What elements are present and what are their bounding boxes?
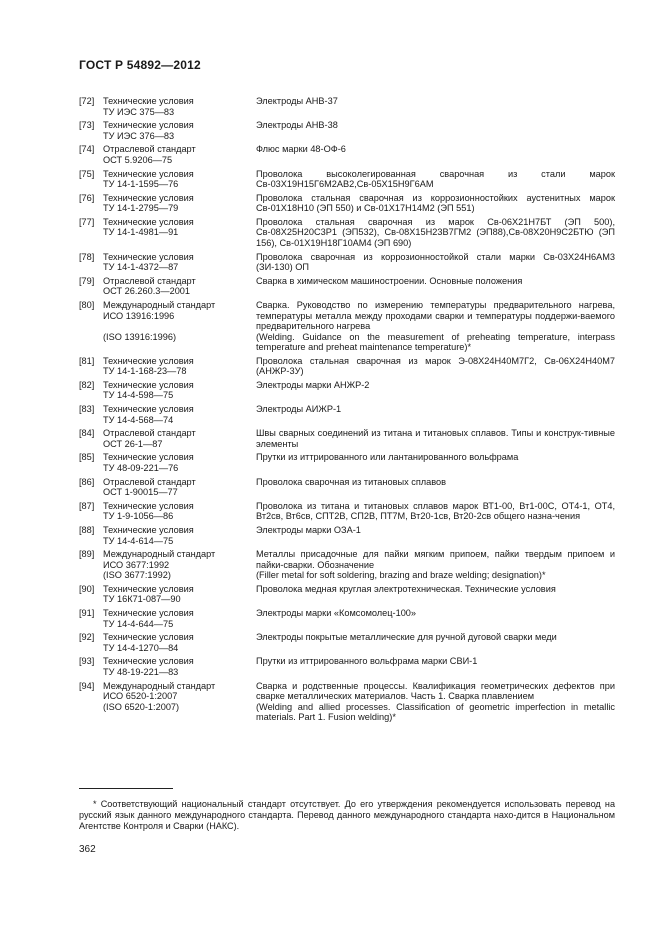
footnote: * Соответствующий национальный стандарт отсутствует. До его утверждения рекомендуется использовать перевод на русский язык данного международного стандарта. Перевод данного международного стандарта нахо-дится в Национальном Агентстве Контроля и Сварки (НАКС). <box>79 799 615 831</box>
reference-document <box>103 632 256 653</box>
reference-entry <box>79 477 615 498</box>
reference-document <box>103 549 256 581</box>
reference-document-line: Технические условия <box>103 168 194 179</box>
reference-title-line: (Filler metal for soft soldering, brazing and braze welding; designation)* <box>256 570 546 581</box>
reference-document-line: Технические условия <box>103 251 194 262</box>
reference-document-line: Технические условия <box>103 216 194 227</box>
reference-document-line: ИСО 13916:1996 <box>103 310 175 321</box>
reference-title <box>256 300 615 353</box>
reference-document-line: ИСО 6520-1:2007 <box>103 691 178 702</box>
reference-entry <box>79 356 615 377</box>
reference-document <box>103 656 256 677</box>
reference-number: [85] <box>79 452 95 463</box>
reference-document <box>103 501 256 522</box>
reference-document-line: ТУ ИЭС 376—83 <box>103 130 175 141</box>
reference-title <box>256 380 615 401</box>
reference-number: [80] <box>79 300 95 310</box>
reference-title-line: Проволока стальная сварочная из марок Э-08Х24Н40М7Г2, Св-06Х24Н40М7 (АНЖР-3У) <box>256 355 615 377</box>
reference-document <box>103 252 256 273</box>
reference-title <box>256 681 615 723</box>
reference-document <box>103 428 256 449</box>
reference-document-line: ТУ 14-1-168-23—78 <box>103 366 187 377</box>
reference-number: [81] <box>79 355 95 366</box>
reference-document-line: Отраслевой стандарт <box>103 428 196 439</box>
reference-document-line: ТУ 48-09-221—76 <box>103 462 179 473</box>
reference-document <box>103 584 256 605</box>
reference-title <box>256 632 615 653</box>
reference-document-line: ТУ 14-4-568—74 <box>103 414 174 425</box>
reference-title <box>256 276 615 297</box>
reference-entry <box>79 608 615 629</box>
reference-document <box>103 144 256 165</box>
reference-title <box>256 608 615 629</box>
reference-title <box>256 217 615 249</box>
page-header: ГОСТ Р 54892—2012 <box>79 58 201 72</box>
reference-entry <box>79 428 615 449</box>
reference-document-line: Отраслевой стандарт <box>103 144 196 155</box>
reference-title <box>256 452 615 473</box>
reference-document-line: ТУ 14-1-2795—79 <box>103 203 179 214</box>
reference-title-line: Проволока высоколегированная сварочная из стали марок Св-03Х19Н15Г6М2АВ2,Св-05Х15Н9Г6АМ <box>256 168 615 190</box>
page-number: 362 <box>79 844 96 855</box>
reference-entry <box>79 252 615 273</box>
reference-entry <box>79 452 615 473</box>
reference-document-line: Технические условия <box>103 583 194 594</box>
reference-document-line: ТУ 14-4-598—75 <box>103 390 174 401</box>
reference-title-line: Сварка и родственные процессы. Квалификация геометрических дефектов при сварке металлических материалов. Часть 1. Сварка плавлением <box>256 680 615 702</box>
reference-document-line: Международный стандарт <box>103 300 216 310</box>
reference-entry <box>79 96 615 117</box>
reference-entry <box>79 144 615 165</box>
reference-title-line: Проволока медная круглая электротехническая. Технические условия <box>256 583 556 594</box>
reference-title-line: Электроды марки ОЗА-1 <box>256 525 361 535</box>
reference-document-line: ОСТ 1-90015—77 <box>103 487 178 498</box>
reference-number: [94] <box>79 680 95 691</box>
reference-title-line: Электроды АНВ-37 <box>256 96 338 106</box>
reference-entry <box>79 656 615 677</box>
reference-title <box>256 120 615 141</box>
reference-entry <box>79 632 615 653</box>
reference-document-line: Технические условия <box>103 656 194 667</box>
reference-entry <box>79 681 615 723</box>
reference-number: [76] <box>79 192 95 203</box>
reference-number: [88] <box>79 525 95 535</box>
reference-title-line: Электроды АИЖР-1 <box>256 404 342 415</box>
reference-entry <box>79 501 615 522</box>
reference-document <box>103 96 256 117</box>
reference-document-line: ИСО 3677:1992 <box>103 559 170 570</box>
reference-document <box>103 276 256 297</box>
reference-number: [86] <box>79 476 95 487</box>
reference-document <box>103 193 256 214</box>
reference-number: [91] <box>79 608 95 619</box>
reference-document-line: (ISO 3677:1992) <box>103 570 171 581</box>
reference-title-line: Электроды марки АНЖР-2 <box>256 379 370 390</box>
reference-number: [84] <box>79 428 95 439</box>
reference-title-line: Металлы присадочные для пайки мягким припоем, пайки твердым припоем и пайки-сварки. Обозначение <box>256 549 615 570</box>
reference-entry <box>79 217 615 249</box>
reference-document-line: ОСТ 5.9206—75 <box>103 154 173 165</box>
reference-document-line: Технические условия <box>103 379 194 390</box>
reference-list <box>79 96 615 726</box>
reference-number: [74] <box>79 144 95 155</box>
reference-title-line: Проволока стальная сварочная из марок Св-06Х21Н7БТ (ЭП 500), Св-08Х25Н20С3Р1 (ЭП532), Св-08Х15Н23В7ГМ2 (ЭП88),Св-08Х20Н9С2БТЮ (ЭП 156), Св-01Х19Н18Г10АМ4 (ЭП 690) <box>256 216 615 248</box>
reference-entry <box>79 276 615 297</box>
reference-document-line: Технические условия <box>103 404 194 415</box>
reference-title-line: Прутки из иттрированного или лантанированного вольфрама <box>256 452 519 463</box>
reference-entry <box>79 300 615 353</box>
reference-title <box>256 144 615 165</box>
reference-entry <box>79 584 615 605</box>
reference-document-line: ТУ 14-4-1270—84 <box>103 642 179 653</box>
reference-document-line: ТУ 14-4-644—75 <box>103 618 174 629</box>
reference-document <box>103 169 256 190</box>
reference-entry <box>79 525 615 546</box>
reference-document-line: Технические условия <box>103 355 194 366</box>
reference-document <box>103 300 256 353</box>
reference-entry <box>79 549 615 581</box>
reference-title-line: Электроды АНВ-38 <box>256 120 338 131</box>
reference-number: [87] <box>79 500 95 511</box>
reference-document-line: ТУ 16К71-087—90 <box>103 594 181 605</box>
reference-title <box>256 584 615 605</box>
reference-document-line: Международный стандарт <box>103 680 216 691</box>
reference-title-line: (Welding. Guidance on the measurement of preheating temperature, interpass temperature and preheat maintenance temperature)* <box>256 331 615 352</box>
reference-number: [78] <box>79 251 95 262</box>
reference-document-line: ТУ 48-19-221—83 <box>103 666 179 677</box>
reference-document-line: ТУ ИЭС 375—83 <box>103 106 175 117</box>
reference-title <box>256 96 615 117</box>
reference-title-line: Сварка в химическом машиностроении. Основные положения <box>256 275 523 286</box>
reference-document-line: Технические условия <box>103 632 194 643</box>
reference-document <box>103 380 256 401</box>
reference-title-line: Флюс марки 48-ОФ-6 <box>256 144 346 155</box>
reference-number: [89] <box>79 549 95 560</box>
reference-document-line: Технические условия <box>103 525 194 535</box>
reference-entry <box>79 169 615 190</box>
reference-number: [75] <box>79 168 95 179</box>
reference-number: [72] <box>79 96 95 106</box>
reference-document <box>103 681 256 723</box>
reference-document-line: Международный стандарт <box>103 549 216 560</box>
reference-document-line: Отраслевой стандарт <box>103 476 196 487</box>
reference-document-line: Технические условия <box>103 96 194 106</box>
reference-title-line: Проволока из титана и титановых сплавов марок ВТ1-00, Вт1-00С, ОТ4-1, ОТ4, Вт2св, Вт6св, СПТ2В, СП2В, ПТ7М, Вт20-1св, Вт20-2св общего назна-чения <box>256 500 615 522</box>
reference-number: [79] <box>79 275 95 286</box>
reference-document-line: Отраслевой стандарт <box>103 275 196 286</box>
reference-document-line: ТУ 14-1-1595—76 <box>103 179 179 190</box>
reference-title-line: Электроды марки «Комсомолец-100» <box>256 608 417 619</box>
reference-document-line: Технические условия <box>103 608 194 619</box>
reference-title <box>256 428 615 449</box>
reference-title <box>256 525 615 546</box>
reference-document <box>103 452 256 473</box>
reference-document-line: Технические условия <box>103 452 194 463</box>
reference-title-line: (Welding and allied processes. Classification of geometric imperfection in metallic materials. Part 1. Fusion welding)* <box>256 701 615 723</box>
reference-document <box>103 356 256 377</box>
reference-document-line: ТУ 14-1-4981—91 <box>103 227 179 238</box>
reference-document <box>103 477 256 498</box>
reference-document <box>103 404 256 425</box>
reference-title <box>256 404 615 425</box>
reference-entry <box>79 120 615 141</box>
footnote-divider <box>79 788 173 789</box>
reference-document <box>103 525 256 546</box>
reference-title <box>256 501 615 522</box>
reference-document-line: Технические условия <box>103 120 194 131</box>
reference-number: [83] <box>79 404 95 415</box>
reference-title <box>256 477 615 498</box>
reference-document-line: ТУ 14-1-4372—87 <box>103 262 179 273</box>
reference-document-line: ТУ 1-9-1056—86 <box>103 511 174 522</box>
reference-title-line: Швы сварных соединений из титана и титановых сплавов. Типы и конструк-тивные элементы <box>256 428 615 449</box>
reference-document <box>103 120 256 141</box>
reference-number: [90] <box>79 583 95 594</box>
reference-title-line: Проволока сварочная из титановых сплавов <box>256 476 447 487</box>
reference-title-line: Прутки из иттрированного вольфрама марки СВИ-1 <box>256 656 478 667</box>
reference-title <box>256 252 615 273</box>
reference-title <box>256 193 615 214</box>
reference-title-line: Проволока стальная сварочная из коррозионностойких аустенитных марок Св-01Х18Н10 (ЭП 550) и Св-01Х17Н14М2 (ЭП 551) <box>256 192 615 214</box>
reference-title <box>256 656 615 677</box>
reference-title <box>256 549 615 581</box>
reference-document <box>103 217 256 249</box>
reference-document-line: ОСТ 26.260.3—2001 <box>103 286 191 297</box>
reference-number: [92] <box>79 632 95 643</box>
reference-number: [82] <box>79 379 95 390</box>
reference-document-line: (ISO 13916:1996) <box>103 331 177 342</box>
reference-number: [93] <box>79 656 95 667</box>
reference-document <box>103 608 256 629</box>
reference-title-line: Электроды покрытые металлические для ручной дуговой сварки меди <box>256 632 557 643</box>
reference-document-line: Технические условия <box>103 192 194 203</box>
reference-entry <box>79 193 615 214</box>
reference-document-line <box>103 321 256 332</box>
reference-document-line: ТУ 14-4-614—75 <box>103 535 174 546</box>
reference-document-line: Технические условия <box>103 500 194 511</box>
reference-title-line: Проволока сварочная из коррозионностойкой стали марки Св-03Х24Н6АМ3 (ЗИ-130) ОП <box>256 251 615 273</box>
reference-number: [73] <box>79 120 95 131</box>
reference-title <box>256 356 615 377</box>
reference-entry <box>79 404 615 425</box>
reference-title-line: Сварка. Руководство по измерению температуры предварительного нагрева, температуры металла между проходами сварки и температуры поддержи-ваемого предварительного нагрева <box>256 300 615 331</box>
reference-entry <box>79 380 615 401</box>
reference-title <box>256 169 615 190</box>
reference-document-line: ОСТ 26-1—87 <box>103 438 163 449</box>
reference-number: [77] <box>79 216 95 227</box>
reference-document-line: (ISO 6520-1:2007) <box>103 701 180 712</box>
